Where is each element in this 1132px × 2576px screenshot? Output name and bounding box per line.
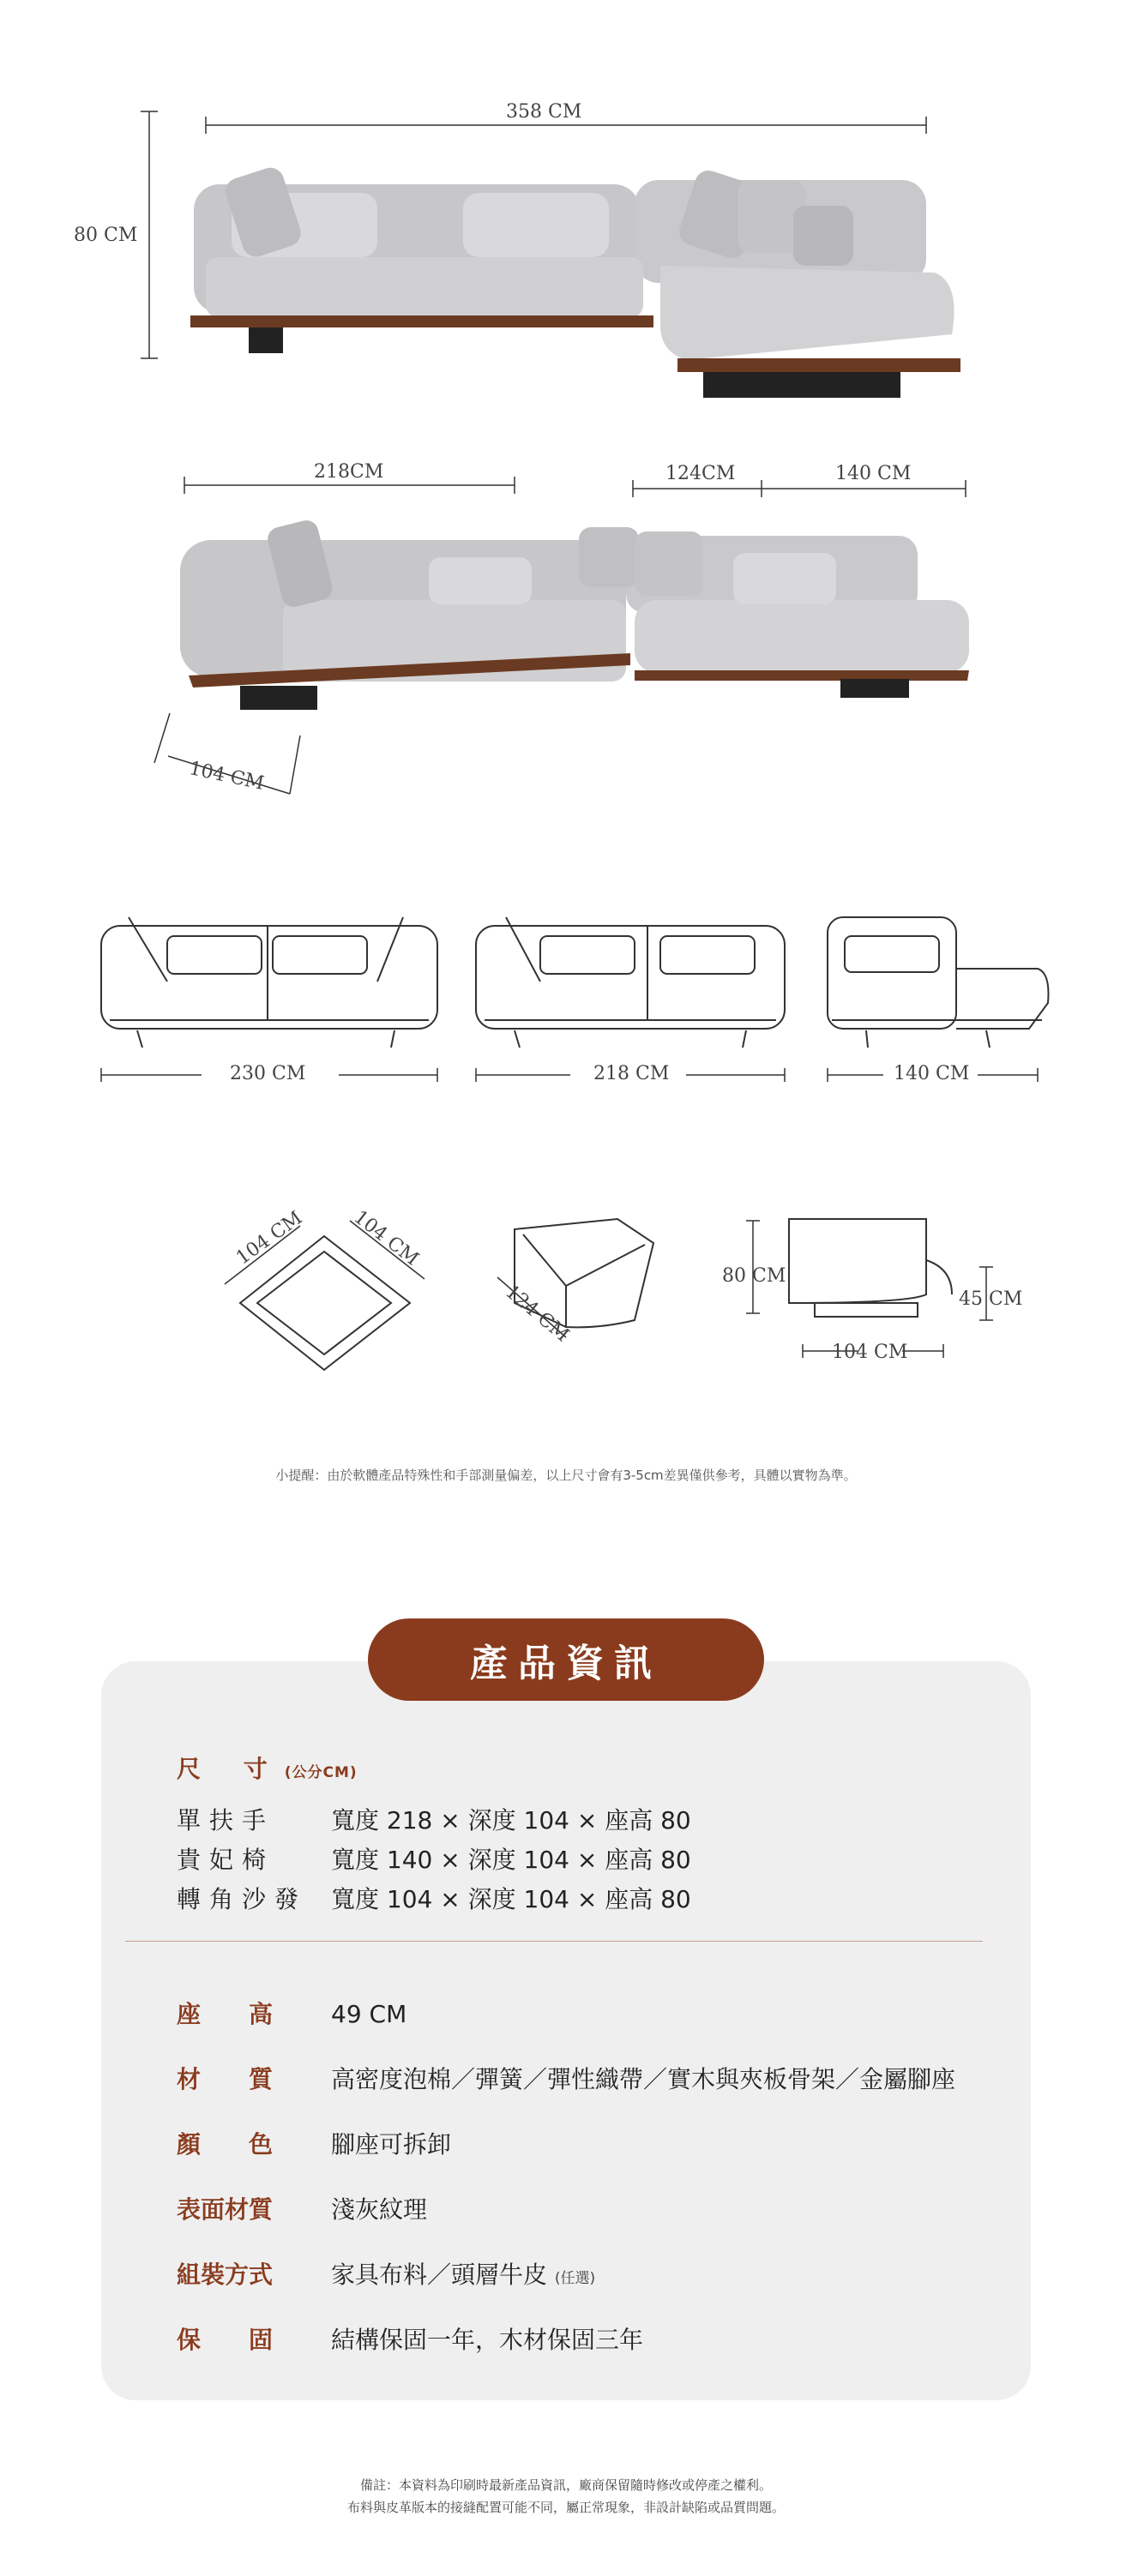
card-divider xyxy=(125,1941,983,1942)
size-heading: 尺 寸(公分CM) xyxy=(177,1755,358,1783)
dim-module-a: 230 CM xyxy=(230,1063,306,1084)
dim-mid-left: 218CM xyxy=(314,461,384,483)
dim-corner-b: 104 CM xyxy=(349,1206,423,1270)
dim-mid-center: 124CM xyxy=(665,463,736,484)
spec-row-assembly: 組裝方式 家具布料／頭層牛皮 (任選) xyxy=(177,2261,596,2289)
dim-side-seat: 45 CM xyxy=(959,1288,1023,1310)
footer-notes xyxy=(0,2474,1132,2519)
footer-line-2: 布料與皮革版本的接縫配置可能不同，屬正常現象，非設計缺陷或品質問題。 xyxy=(346,2500,785,2515)
spec-row-surface: 表面材質 淺灰紋理 xyxy=(177,2195,428,2224)
size-row: 貴妃椅 寬度 140 × 深度 104 × 座高 80 xyxy=(177,1846,691,1874)
optional-note: (任選) xyxy=(554,2270,596,2287)
product-info-card xyxy=(101,1661,1031,2400)
spec-row-color: 顏 色 腳座可拆卸 xyxy=(177,2130,452,2159)
size-row: 單扶手 寬度 218 × 深度 104 × 座高 80 xyxy=(177,1806,691,1834)
spec-row-material: 材 質 高密度泡棉／彈簧／彈性織帶／實木與夾板骨架／金屬腳座 xyxy=(177,2065,956,2093)
sofa-front-view xyxy=(0,0,1132,463)
footer-line-1: 備註：本資料為印刷時最新產品資訊，廠商保留隨時修改或停產之權利。 xyxy=(359,2477,772,2493)
dim-top-width: 358 CM xyxy=(506,101,582,123)
dim-corner-a: 104 CM xyxy=(232,1207,307,1270)
dim-mid-depth: 104 CM xyxy=(187,758,266,795)
section-title-pill: 產品資訊 xyxy=(368,1618,764,1701)
measurement-note: 小提醒：由於軟體產品特殊性和手部測量偏差，以上尺寸會有3-5cm差異僅供參考，具體以實物為準。 xyxy=(275,1468,857,1483)
dim-side-height: 80 CM xyxy=(722,1265,786,1287)
dim-mid-right: 140 CM xyxy=(835,463,912,484)
dim-top-height: 80 CM xyxy=(74,225,138,246)
dim-module-b: 218 CM xyxy=(593,1063,670,1084)
dim-corner-c: 124 CM xyxy=(501,1281,574,1347)
sofa-angle-view xyxy=(0,454,1132,840)
dim-side-depth: 104 CM xyxy=(832,1342,908,1363)
size-unit: (公分CM) xyxy=(284,1764,358,1781)
dim-module-c: 140 CM xyxy=(894,1063,970,1084)
spec-row-warranty: 保 固 結構保固一年，木材保固三年 xyxy=(177,2326,644,2354)
size-row: 轉角沙發 寬度 104 × 深度 104 × 座高 80 xyxy=(177,1885,691,1913)
spec-row-seat-height: 座 高 49 CM xyxy=(177,2000,407,2028)
